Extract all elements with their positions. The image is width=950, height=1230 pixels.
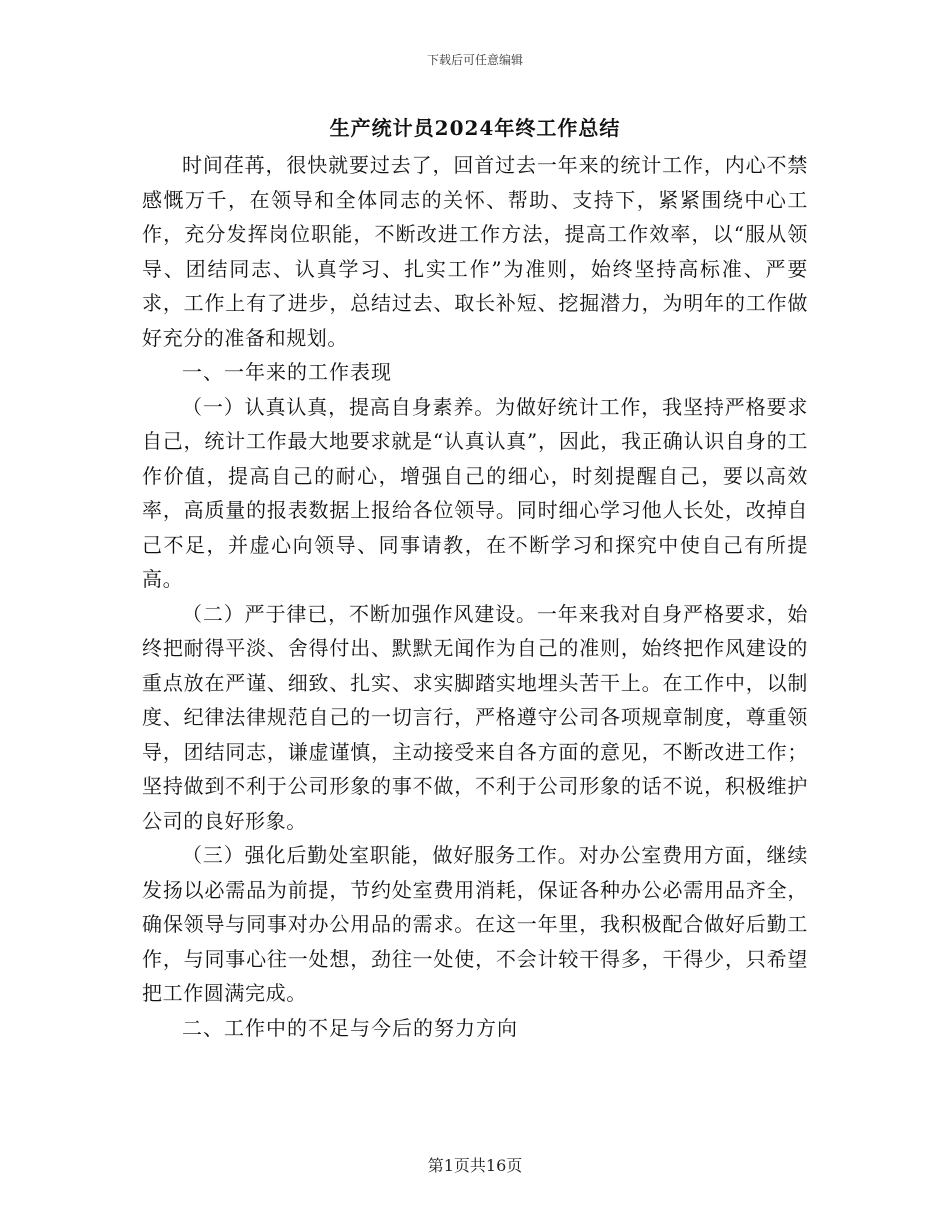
document-body: [142, 148, 808, 1045]
section-heading-performance: 一、一年来的工作表现: [182, 360, 392, 384]
header-note: 下载后可任意编辑: [426, 53, 523, 67]
paragraph-item-1: （一）认真认真，提高自身素养。为做好统计工作，我坚持严格要求自己，统计工作最大地要求就是“认真认真”，因此，我正确认识自身的工作价值，提高自己的耐心，增强自己的细心，时刻提醒自己，要以高效率，高质量的报表数据上报给各位领导。同时细心学习他人长处，改掉自己不足，并虚心向领导、同事请教，在不断学习和探究中使自己有所提高。: [142, 394, 808, 591]
section-heading-shortcomings: 二、工作中的不足与今后的努力方向: [182, 1015, 518, 1040]
paragraph-item-3: （三）强化后勤处室职能，做好服务工作。对办公室费用方面，继续发扬以必需品为前提，节约处室费用消耗，保证各种办公必需用品齐全，确保领导与同事对办公用品的需求。在这一年里，我积极配合做好后勤工作，与同事心往一处想，劲往一处使，不会计较干得多，干得少，只希望把工作圆满完成。: [142, 843, 808, 1005]
page-footer: 第1页共16页: [427, 1156, 523, 1175]
paragraph-intro: 时间荏苒，很快就要过去了，回首过去一年来的统计工作，内心不禁感慨万千，在领导和全体同志的关怀、帮助、支持下，紧紧围绕中心工作，充分发挥岗位职能，不断改进工作方法，提高工作效率，以“服从领导、团结同志、认真学习、扎实工作”为准则，始终坚持高标准、严要求，工作上有了进步，总结过去、取长补短、挖掘潜力，为明年的工作做好充分的准备和规划。: [142, 153, 808, 350]
paragraph-item-2: （二）严于律已，不断加强作风建设。一年来我对自身严格要求，始终把耐得平淡、舍得付出、默默无闻作为自己的准则，始终把作风建设的重点放在严谨、细致、扎实、求实脚踏实地埋头苦干上。在工作中，以制度、纪律法律规范自己的一切言行，严格遵守公司各项规章制度，尊重领导，团结同志，谦虚谨慎，主动接受来自各方面的意见，不断改进工作；坚持做到不利于公司形象的事不做，不利于公司形象的话不说，积极维护公司的良好形象。: [142, 601, 808, 833]
document-title: 生产统计员2024年终工作总结: [329, 116, 621, 140]
